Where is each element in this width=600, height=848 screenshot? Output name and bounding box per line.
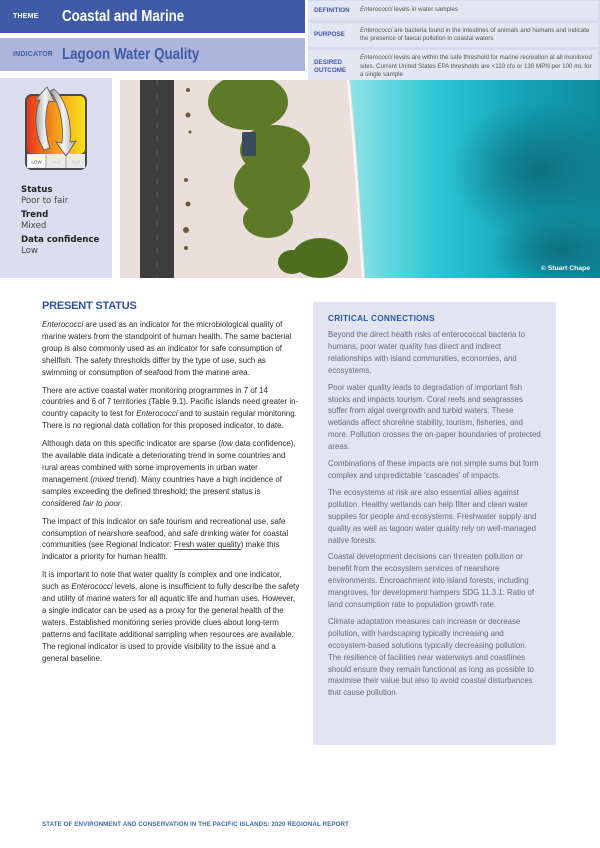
- status-box: [0, 78, 112, 278]
- critical-connections-paragraph: Poor water quality leads to degradation of important fish stocks and impacts tourism. Coral reefs and seagrasses suffer from algal overgrowth and turbid waters. These wetlands affect shoreline stability, tourism, fisheries, and more. Pollution crosses the on-paper boundaries of protected areas.: [328, 382, 541, 452]
- trend-value: Mixed: [21, 221, 47, 231]
- confidence-value: Low: [21, 246, 38, 256]
- desired-outcome-text: Enterococci levels are within the safe threshold for marine recreation at all monitored sites. Current United States EPA thresholds are <110 cfu or 130 MPN per 100 mL for a single sample: [360, 54, 592, 79]
- indicator-bar: [0, 38, 305, 71]
- critical-connections-box: [313, 302, 556, 745]
- present-status-paragraph: There are active coastal water monitoring programmes in 7 of 14 countries and 6 of 7 territories (Table 9.1). Pacific islands need greater in-country capacity to test for Enterococci and to sustain regular monitoring. There is no regional data collation for this proposed indicator, to date.: [42, 385, 299, 431]
- desired-outcome-row: [308, 50, 598, 84]
- mixed-trend-arrows-icon: [22, 86, 90, 172]
- critical-connections-paragraph: Combinations of these impacts are not simple sums but form complex and unpredictable ‘cascades’ of impacts.: [328, 459, 539, 480]
- theme-bar: [0, 0, 305, 33]
- trend-block: [21, 210, 48, 232]
- critical-connections-paragraph: Climate adaptation measures can increase or decrease pollution, with hardscaping typically increasing and ecosystem-based solutions typically decreasing pollution. The resilience of facilities near waterways and coastlines should ensure they remain functional as long as possible to maximise their value but also to avoid coastal disturbances that cause pollution.: [328, 616, 534, 698]
- definition-panel: [308, 0, 600, 86]
- theme-label: THEME: [13, 13, 39, 20]
- gauge-med-label: med: [51, 159, 61, 165]
- report-footer: STATE OF ENVIRONMENT AND CONSERVATION IN THE PACIFIC ISLANDS: 2020 REGIONAL REPORT: [42, 821, 349, 828]
- present-status-paragraph: Although data on this specific indicator are sparse (low data confidence), the available data indicate a deteriorating trend in some countries and rural areas combined with some improvements in urban water management (mixed trend). Many countries have a high incidence of samples exceeding the defined threshold; the present status is considered fair to poor.: [42, 439, 296, 508]
- present-status-paragraph: The impact of this indicator on safe tourism and recreational use, safe consumption of nearshore seafood, and safe drinking water for coastal communities (see Regional Indicator: Fresh water quality) make this indicator a priority for human health.: [42, 516, 289, 562]
- aerial-beach-photo: [120, 80, 600, 278]
- indicator-label: INDICATOR: [13, 51, 54, 58]
- gauge-low-label: LOW: [31, 159, 42, 165]
- present-status-title: PRESENT STATUS: [42, 300, 137, 312]
- purpose-row: [308, 23, 598, 47]
- desired-outcome-label: DESIRED OUTCOME: [314, 59, 347, 74]
- theme-title: Coastal and Marine: [62, 7, 185, 25]
- present-status-paragraph: It is important to note that water quality is complex and one indicator, such as Enterococci levels, alone is insufficient to fully describe the safety and utility of marine waters for all aquatic life and human uses. However, a single indicator can be used as a proxy for the general health of the waters. Established monitoring series provide clues about long-term patterns and facilitate additional sampling when resources are available. The regional indicator is used to provide visibility to the issue and a general baseline.: [42, 570, 300, 663]
- confidence-block: [21, 235, 99, 257]
- definition-label: DEFINITION: [314, 6, 350, 14]
- photo-credit: © Stuart Chape: [540, 265, 590, 272]
- status-value: Poor to fair: [21, 196, 69, 206]
- photo-illustration: [120, 80, 600, 278]
- indicator-title: Lagoon Water Quality: [62, 45, 200, 63]
- purpose-label: PURPOSE: [314, 31, 345, 38]
- present-status-section: [42, 300, 300, 670]
- definition-row: [308, 1, 598, 20]
- definition-text: Enterococci levels in water samples: [360, 6, 459, 14]
- status-block: [21, 185, 68, 207]
- trend-label: Trend: [21, 210, 49, 220]
- confidence-label: Data confidence: [21, 235, 100, 245]
- present-status-paragraph: Enterococci are used as an indicator for the microbiological quality of marine waters from the standpoint of human health. The same bacterial group is also commonly used as an indicator for safe consumption of shellfish. The safety thresholds differ by the type of use, such as swimming or consumption of seafood from the marine area.: [42, 320, 292, 377]
- status-label: Status: [21, 185, 53, 195]
- gauge-high-label: high: [71, 159, 81, 165]
- critical-connections-title: CRITICAL CONNECTIONS: [328, 314, 435, 323]
- critical-connections-paragraph: Coastal development decisions can threaten pollution or benefit from the ecosystem services of nearshore environments. Encroachment into island forests, including mangroves, for development hampers SDG 11.3.1: Ratio of land consumption rate to population growth rate.: [328, 552, 535, 610]
- critical-connections-paragraph: Beyond the direct health risks of enterococcal bacteria to humans, poor water quality has direct and indirect relationships with island communities, economies, and ecosystems.: [328, 330, 526, 375]
- purpose-text: Enterococci are bacteria found in the intestines of animals and humans and indicate the presence of faecal pollution in coastal waters: [360, 26, 590, 42]
- critical-connections-paragraph: The ecosystems at risk are also essential allies against pollution. Healthy wetlands can help filter and clean water supplies for people and ecosystems. Freshwater supply and quality as well as lagoon water quality rely on well-managed native forests.: [328, 487, 537, 545]
- fresh-water-quality-link[interactable]: Fresh water quality: [174, 540, 241, 550]
